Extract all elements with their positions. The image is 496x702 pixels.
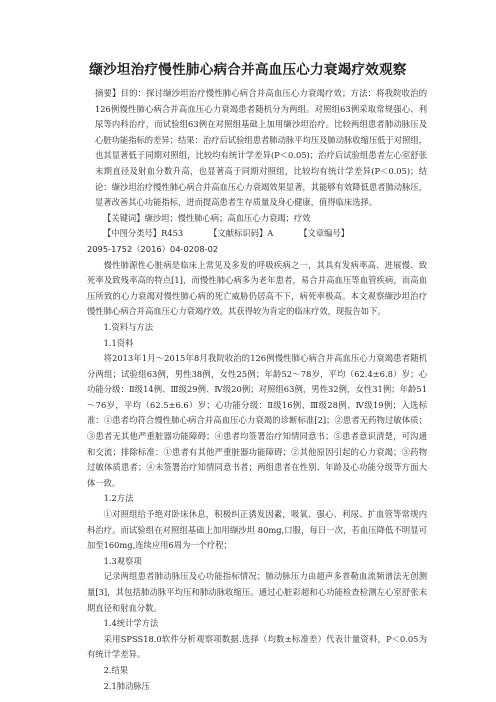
doc-code: 【文献标识码】A (209, 228, 274, 239)
subsection-heading-1-3: 1.3观察项 (103, 555, 142, 566)
article-body (87, 86, 427, 694)
abstract-paragraph: 摘要】目的：探讨缬沙坦治疗慢性肺心病合并高血压心力衰竭疗效；方法：将我院收治的126例慢性肺心病合并高血压心力衰竭患者随机分为两组。对照组63例采取常规强心、利尿等内科治疗，而试验组63例在对照组基础上加用缬沙坦治疗。比较两组患者肺动脉压及心脏功能指标的差异；结果：治疗后试验组患者肺动脉平均压及肺动脉收缩压低于对照组，也其显著低于同期对照组，比较均有统计学差异(P＜0.05)；治疗后试验组患者左心室舒张末期直径及射血分数升高，也显著高于同期对照组，比较均有统计学差异(P＜0.05)；结论：缬沙坦治疗慢性肺心病合并高血压心力衰竭效果显著，其能够有效降低患者肺动脉压，显著改善其心功能指标，进而提高患者生存质量及身心健康，值得临床选择。 (95, 88, 427, 208)
section-heading-1: 1.资料与方法 (103, 321, 153, 332)
subsection-text-1-4: 采用SPSS18.0软件分析观察项数据.选择（均数±标准差）代表计量资料，P＜0.05为有统计学差异。 (87, 633, 427, 660)
subsection-heading-2-1: 2.1肺动脉压 (103, 680, 150, 691)
classification-line (87, 226, 427, 242)
article-number-value: 2095-1752（2016）04-0208-02 (87, 243, 219, 254)
subsection-heading-1-2: 1.2方法 (103, 493, 134, 504)
subsection-text-1-3: 记录两组患者肺动脉压及心功能指标情况；肺动脉压力由超声多普勒血流频谱法无创测量[3]，其包括肺动脉平均压和肺动脉收缩压。通过心脏彩超和心功能检查检测左心室舒张末期直径和射血分数。 (87, 571, 427, 613)
article-title: 缬沙坦治疗慢性肺心病合并高血压心力衰竭疗效观察 (89, 62, 407, 78)
subsection-heading-1-1: 1.1资料 (103, 337, 134, 348)
subsection-text-1-1: 将2013年1月～2015年8月我院收治的126例慢性肺心病合并高血压心力衰竭患者随机分两组；试验组63例，男性38例，女性25例；年龄52～78岁，平均（62.4±6.8）岁；心功能分级：Ⅱ级14例、Ⅲ级29例、Ⅳ级20例；对照组63例，男性32例，女性31例；年龄51～76岁，平均（62.5±6.6）岁；心功能分级：Ⅱ级16例、Ⅲ级28例、Ⅳ级19例；入选标准：①患者均符合慢性肺心病合并高血压心力衰竭的诊断标准[2]；②患者无药物过敏体质；③患者无其他严重脏器功能障碍；④患者均签署治疗知情同意书；⑤患者意识清楚，可沟通和交流；排除标准：①患者有其他严重脏器功能障碍；②其他原因引起的心力衰竭；③药物过敏体质患者；④未签署治疗知情同意书者；两组患者在性别、年龄及心功能分级等方面大体一致。 (87, 353, 427, 488)
subsection-text-1-2: ①对照组给予绝对卧床休息，积极纠正诱发因素，吸氧、强心、利尿、扩血管等常规内科治疗。而试验组在对照组基础上加用缬沙坦 80mg,口服，每日一次，若血压降低不明显可加至160mg,连续应用6周为一个疗程； (87, 509, 427, 551)
section-heading-2: 2.结果 (103, 664, 129, 675)
keywords-line: 【关键词】缬沙坦；慢性肺心病；高血压心力衰竭；疗效 (103, 212, 311, 223)
article-number-label: 【文章编号】 (299, 228, 350, 239)
intro-paragraph: 慢性肺源性心脏病是临床上常见及多发的呼吸疾病之一，其具有发病率高、进展慢、致死率及致残率高的特点[1]，而慢性肺心病多为老年患者，易合并高血压等血管疾病，而高血压所致的心力衰竭对慢性肺心病的死亡威胁仍居高不下，病死率极高。本文观察缬沙坦治疗慢性肺心病合并高血压心力衰竭疗效。其获得较为肯定的临床疗效，现报告如下。 (87, 259, 427, 317)
subsection-heading-1-4: 1.4统计学方法 (103, 618, 159, 629)
clc-code: 【中图分类号】R453 (103, 228, 184, 239)
